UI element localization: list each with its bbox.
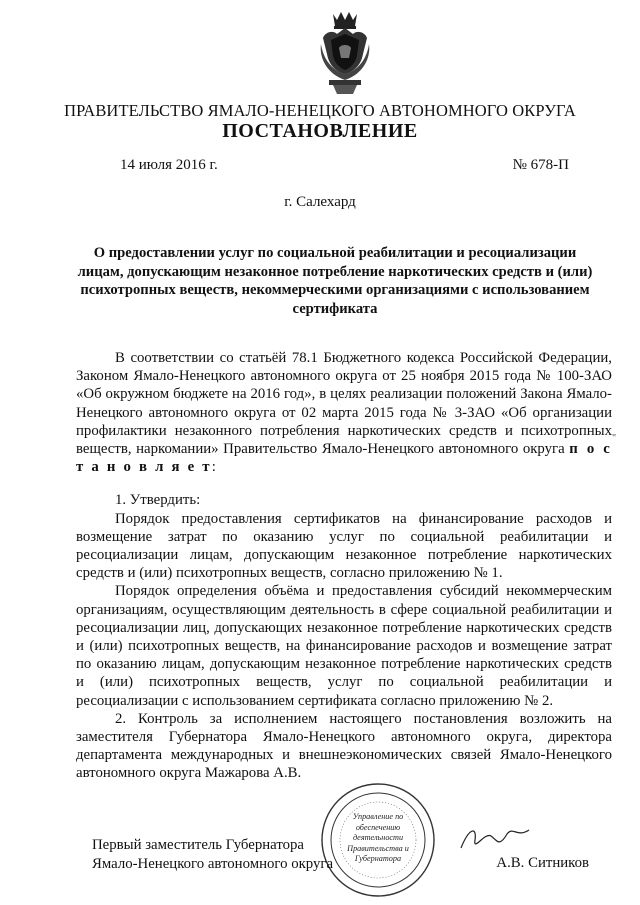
resolves-word: п о с т а н о в л я е т (76, 441, 613, 476)
preamble-paragraph: В соответствии со статьёй 78.1 Бюджетного кодекса Российской Федерации, Законом Ямало-Ненецкого автономного округа от 25 ноября 2015 года № 100-ЗАО «Об окружном бюджете на 2016 год», в целях реализации положений Закона Ямало-Ненецкого автономного округа от 02 марта 2015 года № 3-ЗАО «Об организации профилактики незаконного потребления наркотических средств и психотропных веществ, наркомании» Правительство Ямало-Ненецкого автономного округа п о с т а н о в л я е т: (76, 350, 613, 476)
margin-mark: " (612, 433, 617, 444)
item-2: 2. Контроль за исполнением настоящего постановления возложить на заместителя Губернатора Ямало-Ненецкого автономного округа, директора департамента международных и внешнеэкономических связей Ямало-Ненецкого автономного округа Мажарова А.В. (76, 710, 612, 782)
stamp-inner-text: Управление по обеспечению деятельности Правительства и Губернатора (347, 812, 409, 864)
signatory-name: А.В. Ситников (496, 855, 589, 871)
government-title: ПРАВИТЕЛЬСТВО ЯМАЛО-НЕНЕЦКОГО АВТОНОМНОГО ОКРУГА (64, 101, 576, 120)
item-1b: Порядок определения объёма и предоставления субсидий некоммерческим организациям, осуществляющим деятельность в сфере социальной реабилитации и ресоциализации лиц, допускающих незаконное потребление наркотических средств и (или) психотропных веществ, на финансирование расходов и возмещение затрат по оказанию лицам, допускающим незаконное потребление наркотических средств и (или) психотропных веществ, услуг по социальной реабилитации и ресоциализации с использованием сертификата согласно приложению № 2. (76, 583, 612, 709)
document-city: г. Салехард (284, 194, 356, 210)
item-1: 1. Утвердить: (115, 492, 201, 509)
coat-of-arms-emblem (319, 8, 371, 98)
handwritten-signature (455, 818, 535, 858)
item-1a: Порядок предоставления сертификатов на финансирование расходов и возмещение затрат по оказанию услуг по социальной реабилитации и ресоциализации лицам, допускающим незаконное потребление наркотических средств и (или) психотропных веществ, согласно приложению № 1. (76, 510, 612, 582)
document-type: ПОСТАНОВЛЕНИЕ (222, 120, 418, 142)
preamble-text: В соответствии со статьёй 78.1 Бюджетного кодекса Российской Федерации, Законом Ямало-Ненецкого автономного округа от 25 ноября 2015 года № 100-ЗАО «Об окружном бюджете на 2016 год», в целях реализации положений Закона Ямало-Ненецкого автономного округа от 02 марта 2015 года № 3-ЗАО «Об организации профилактики незаконного потребления наркотических средств и психотропных веществ, наркомании» Правительство Ямало-Ненецкого автономного округа (76, 350, 612, 458)
document-date: 14 июля 2016 г. (120, 157, 218, 173)
document-number: № 678-П (512, 157, 569, 173)
signatory-position (92, 836, 333, 874)
document-body (76, 349, 612, 783)
document-subject: О предоставлении услуг по социальной реабилитации и ресоциализации лицам, допускающим незаконное потребление наркотических средств и (или) психотропных веществ, некоммерческими организациями с использованием сертификата (77, 245, 593, 317)
signatory-position-line-1: Первый заместитель Губернатора (92, 837, 304, 853)
signatory-position-line-2: Ямало-Ненецкого автономного округа (92, 856, 334, 872)
